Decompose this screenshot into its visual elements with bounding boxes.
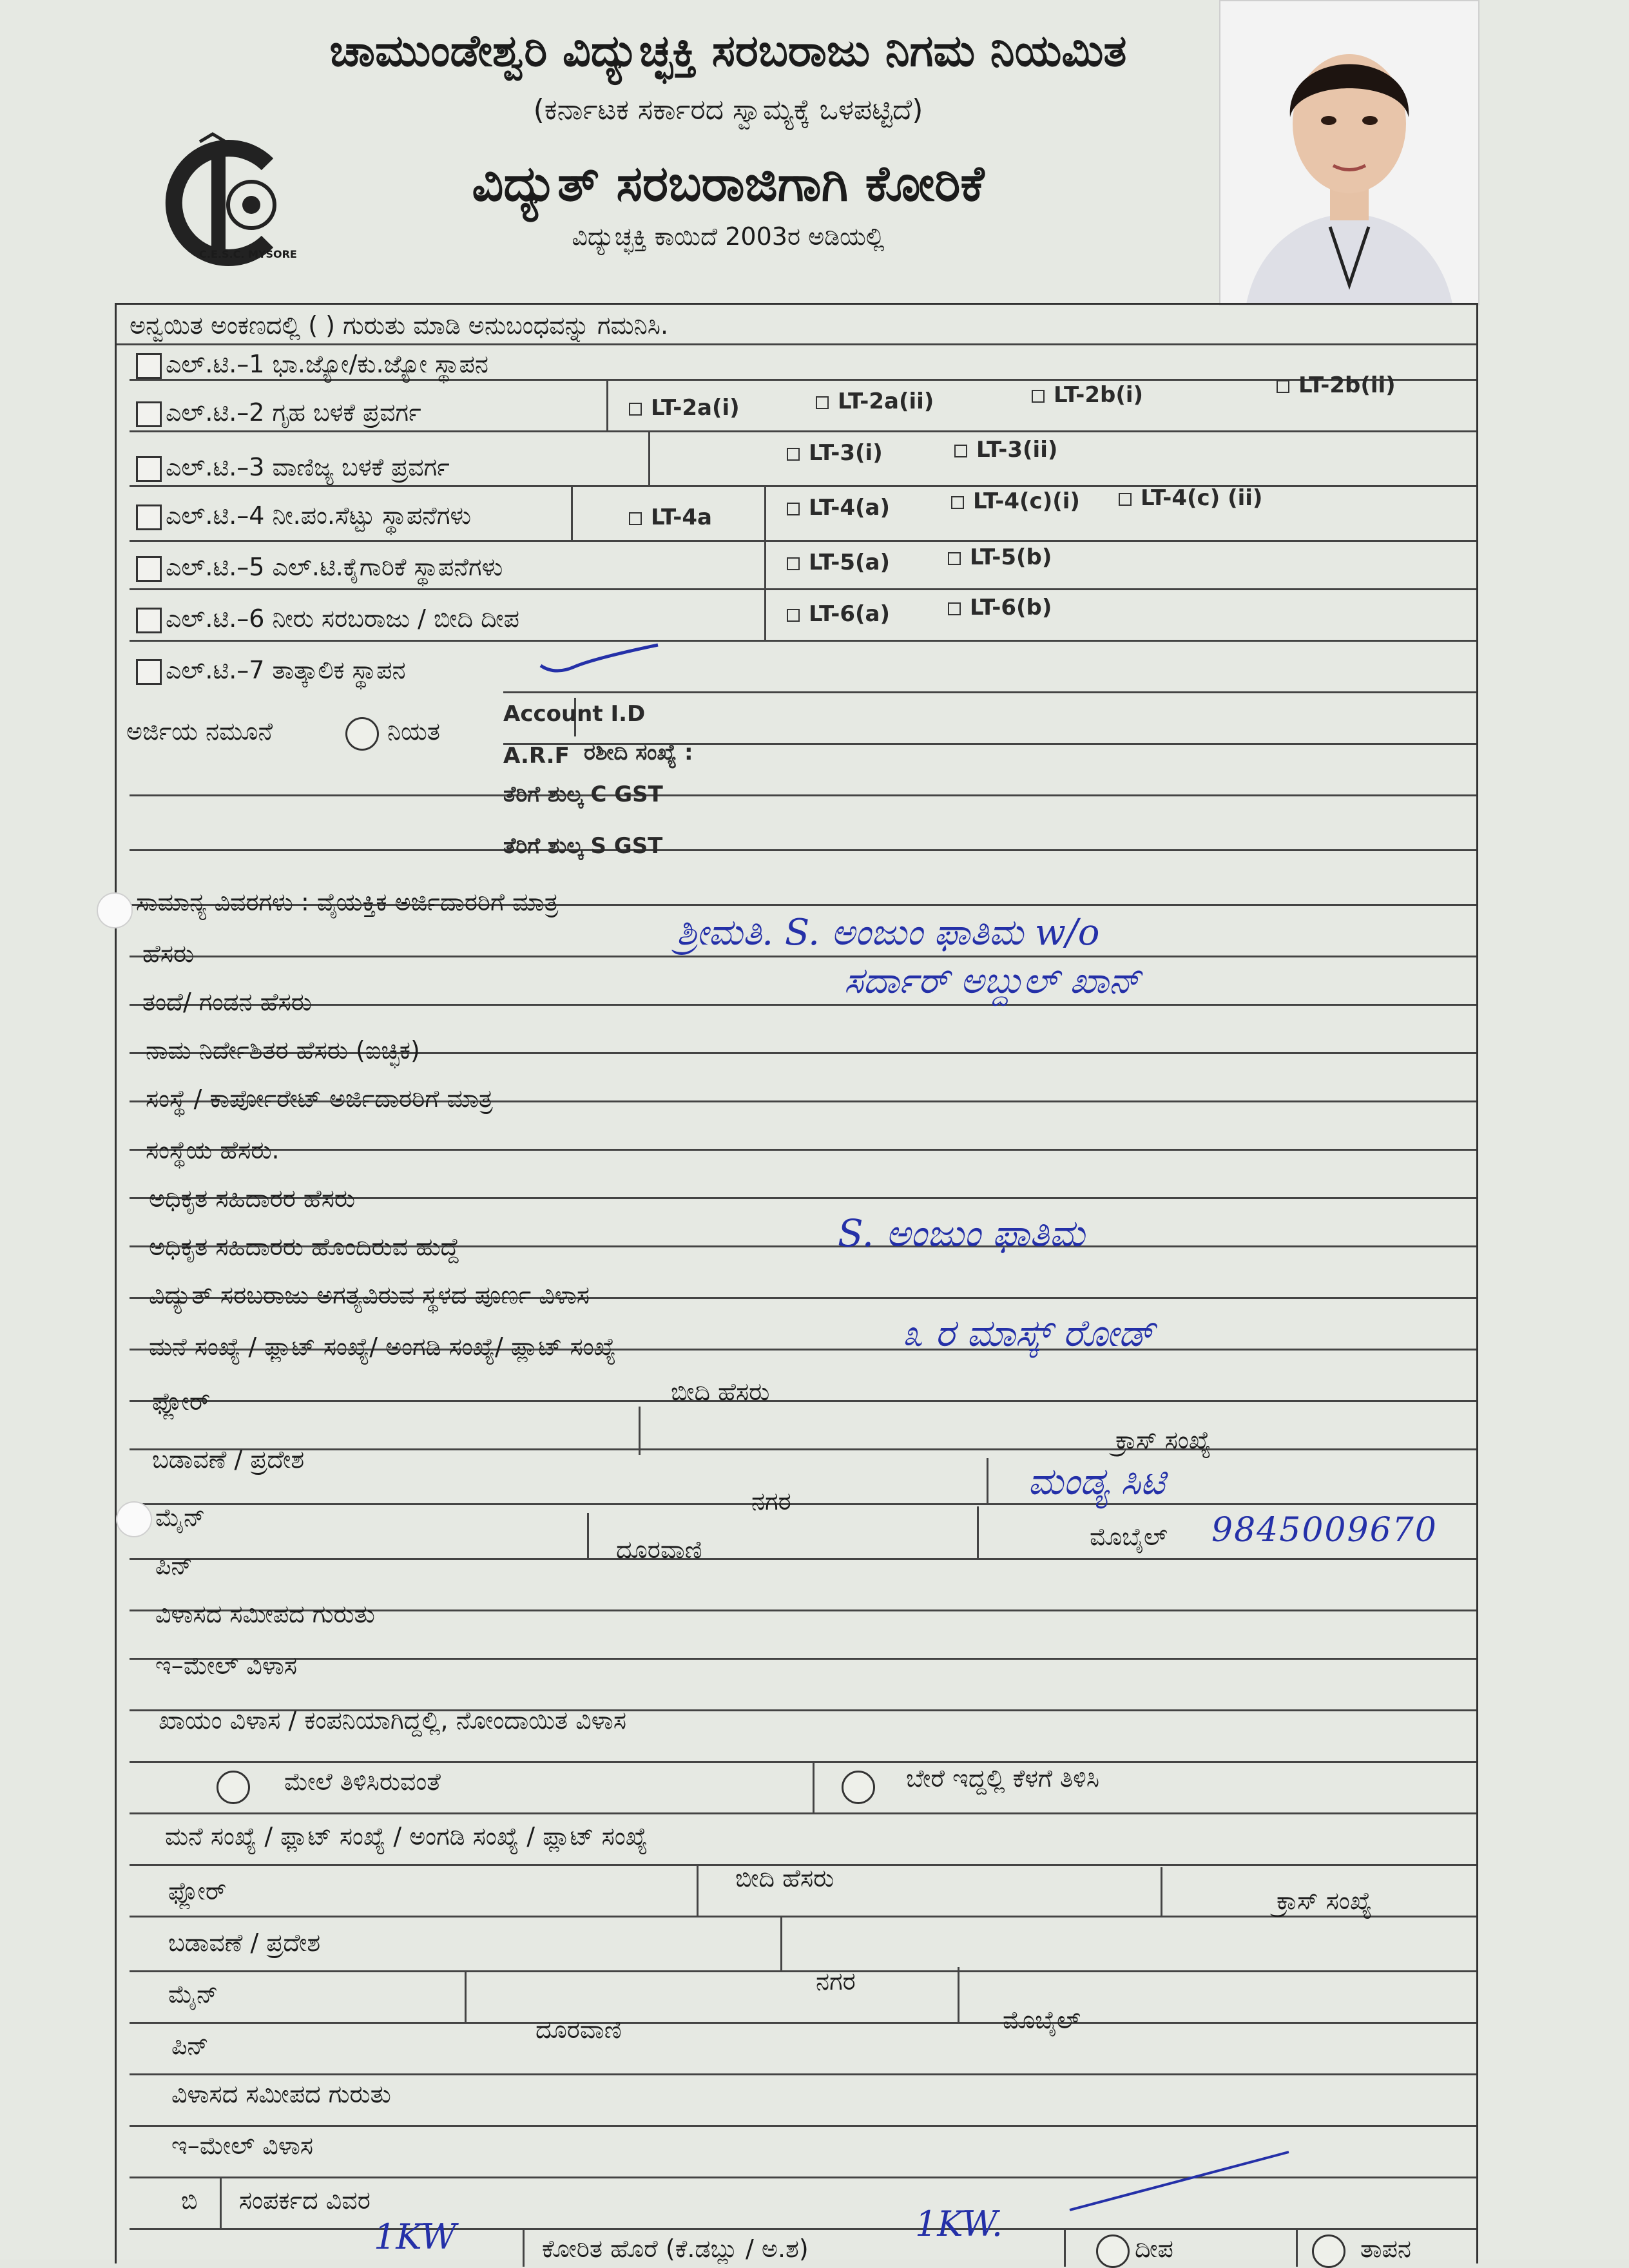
handwritten-house-number: ೩ ರ ಮಾಸ್ಕ್ ರೋಡ್ (902, 1311, 1155, 1355)
signatory-designation-label: ಅಧಿಕೃತ ಸಹಿದಾರರು ಹೊಂದಿರುವ ಹುದ್ದೆ (149, 1233, 460, 1261)
applicant-photo (1219, 0, 1480, 305)
cgst-label: ತೆರಿಗೆ ಶುಲ್ಕ C GST (503, 782, 663, 807)
heating-label: ತಾಪನ (1360, 2234, 1412, 2263)
option-lt5-a[interactable]: LT-5(a) (787, 550, 890, 575)
logo-text: C.E.S.C. MYSORE (199, 248, 297, 260)
landmark-label: ವಿಳಾಸದ ಸಮೀಪದ ಗುರುತು (155, 1600, 375, 1628)
radio-regular[interactable] (345, 717, 379, 751)
option-lt2b-i[interactable]: LT-2b(i) (1032, 382, 1143, 408)
checkbox-lt6[interactable] (136, 608, 162, 633)
tick-mark-icon (535, 640, 664, 678)
option-lt4a[interactable]: LT-4a (629, 505, 712, 530)
radio-other-address[interactable] (842, 1771, 875, 1804)
perm-city-label: ನಗರ (816, 1967, 856, 1995)
category-lt6[interactable]: ಎಲ್.ಟಿ.–6 ನೀರು ಸರಬರಾಜು / ಬೀದಿ ದೀಪ (136, 604, 519, 633)
option-lt6-b[interactable]: LT-6(b) (948, 595, 1052, 620)
perm-house-number-label: ಮನೆ ಸಂಖ್ಯೆ / ಫ್ಲಾಟ್ ಸಂಖ್ಯೆ / ಅಂಗಡಿ ಸಂಖ್ಯೆ / ಪ್ಲಾಟ್ ಸಂಖ್ಯೆ (165, 1822, 648, 1850)
general-section-title: ಸಾಮಾನ್ಯ ವಿವರಗಳು : ವೈಯಕ್ತಿಕ ಅರ್ಜಿದಾರರಿಗೆ ಮಾತ್ರ (136, 888, 559, 916)
handwritten-load-1: 1KW (374, 2216, 457, 2257)
other-address-label: ಬೇರೆ ಇದ್ದಲ್ಲಿ ಕೆಳಗೆ ತಿಳಿಸಿ (906, 1764, 1100, 1792)
perm-pin-label: ಪಿನ್ (171, 2032, 209, 2060)
permanent-address-title: ಖಾಯಂ ವಿಳಾಸ / ಕಂಪನಿಯಾಗಿದ್ದಲ್ಲಿ, ನೋಂದಾಯಿತ ವಿಳಾಸ (159, 1706, 626, 1735)
light-label: ದೀಪ (1135, 2234, 1173, 2263)
arf-label: A.R.F (503, 743, 570, 769)
requested-load-label: ಕೋರಿತ ಹೊರೆ (ಕೆ.ಡಬ್ಲು / ಅ.ಶ) (542, 2234, 809, 2263)
handwritten-city: ಮಂಡ್ಯ ಸಿಟಿ (1028, 1459, 1165, 1503)
phone-label: ದೂರವಾಣಿ (616, 1535, 702, 1564)
receipt-number-label: ರಶೀದಿ ಸಂಖ್ಯೆ : (584, 740, 693, 765)
option-lt2b-ii[interactable]: LT-2b(ii) (1277, 372, 1396, 398)
section-b-marker: ಬಿ (181, 2186, 198, 2215)
perm-phone-label: ದೂರವಾಣಿ (535, 2015, 622, 2044)
handwritten-mobile: 9845009670 (1211, 1511, 1438, 1550)
category-lt3[interactable]: ಎಲ್.ಟಿ.–3 ವಾಣಿಜ್ಯ ಬಳಕೆ ಪ್ರವರ್ಗ (136, 453, 450, 482)
connection-details-title: ಸಂಪರ್ಕದ ವಿವರ (239, 2186, 371, 2215)
cross-number-label: ಕ್ರಾಸ್ ಸಂಖ್ಯೆ (1115, 1426, 1211, 1454)
pin-label: ಪಿನ್ (155, 1552, 193, 1580)
checkbox-lt5[interactable] (136, 556, 162, 582)
area-label: ಬಡಾವಣೆ / ಪ್ರದೇಶ (152, 1445, 305, 1474)
perm-main-label: ಮೈನ್ (168, 1980, 218, 2008)
nominee-label: ನಾಮ ನಿರ್ದೇಶಿತರ ಹೆಸರು (ಐಚ್ಛಿಕ) (146, 1036, 420, 1064)
radio-heating[interactable] (1312, 2234, 1345, 2268)
option-lt6-a[interactable]: LT-6(a) (787, 601, 890, 627)
perm-email-label: ಇ–ಮೇಲ್ ವಿಳಾಸ (171, 2131, 314, 2160)
checkbox-lt1[interactable] (136, 353, 162, 379)
option-lt4-a[interactable]: LT-4(a) (787, 495, 890, 521)
org-name: ಚಾಮುಂಡೇಶ್ವರಿ ವಿದ್ಯುಚ್ಛಕ್ತಿ ಸರಬರಾಜು ನಿಗಮ ನಿಯಮಿತ (329, 26, 1127, 77)
option-lt3-i[interactable]: LT-3(i) (787, 440, 883, 466)
category-lt2[interactable]: ಎಲ್.ಟಿ.–2 ಗೃಹ ಬಳಕೆ ಪ್ರವರ್ಗ (136, 398, 421, 427)
application-form (115, 303, 1478, 2263)
checkbox-lt2[interactable] (136, 401, 162, 427)
main-label: ಮೈನ್ (155, 1503, 206, 1532)
signatory-name-label: ಅಧಿಕೃತ ಸಹಿದಾರರ ಹೆಸರು (149, 1184, 356, 1213)
checkbox-lt7[interactable] (136, 659, 162, 685)
corporate-label: ಸಂಸ್ಥೆ / ಕಾರ್ಪೋರೇಟ್ ಅರ್ಜಿದಾರರಿಗೆ ಮಾತ್ರ (146, 1084, 493, 1113)
handwritten-father-name: ಸರ್ದಾರ್ ಅಬ್ದುಲ್ ಖಾನ್ (844, 960, 1141, 1002)
perm-cross-label: ಕ್ರಾಸ್ ಸಂಖ್ಯೆ (1277, 1887, 1373, 1915)
category-lt7[interactable]: ಎಲ್.ಟಿ.–7 ತಾತ್ಕಾಲಿಕ ಸ್ಥಾಪನ (136, 656, 406, 685)
handwritten-name: ಶ್ರೀಮತಿ. S. ಅಂಜುಂ ಫಾತಿಮ w/o (677, 912, 1100, 954)
floor-label: ಫ್ಲೋರ್ (152, 1387, 211, 1416)
handwritten-designation: S. ಅಂಜುಂ ಫಾತಿಮ (838, 1211, 1085, 1255)
street-label: ಬೀದಿ ಹೆಸರು (671, 1378, 770, 1406)
house-number-label: ಮನೆ ಸಂಖ್ಯೆ / ಫ್ಲಾಟ್ ಸಂಖ್ಯೆ/ ಅಂಗಡಿ ಸಂಖ್ಯೆ/ ಪ್ಲಾಟ್ ಸಂಖ್ಯೆ (149, 1332, 616, 1361)
father-name-label: ತಂದೆ/ ಗಂಡನ ಹೆಸರು (142, 988, 312, 1016)
email-label: ಇ–ಮೇಲ್ ವಿಳಾಸ (155, 1651, 298, 1680)
checkbox-lt3[interactable] (136, 456, 162, 482)
account-id-label: Account I.D (503, 701, 646, 727)
handwritten-load-2: 1KW. (915, 2204, 1003, 2244)
supply-address-label: ವಿದ್ಯುತ್ ಸರಬರಾಜು ಅಗತ್ಯವಿರುವ ಸ್ಥಳದ ಪೂರ್ಣ ವಿಳಾಸ (149, 1281, 590, 1309)
application-type-label: ಅರ್ಜಿಯ ನಮೂನೆ (126, 717, 273, 745)
option-lt3-ii[interactable]: LT-3(ii) (954, 437, 1057, 463)
radio-same-as-above[interactable] (217, 1771, 250, 1804)
category-lt4[interactable]: ಎಲ್.ಟಿ.–4 ನೀ.ಪಂ.ಸೆಟ್ಟು ಸ್ಥಾಪನೆಗಳು (136, 501, 471, 530)
same-as-above-label: ಮೇಲೆ ತಿಳಿಸಿರುವಂತೆ (284, 1767, 441, 1796)
checkbox-lt4[interactable] (136, 505, 162, 530)
sgst-label: ತೆರಿಗೆ ಶುಲ್ಕ S GST (503, 833, 663, 859)
radio-light[interactable] (1096, 2234, 1130, 2268)
option-lt4c-i[interactable]: LT-4(c)(i) (951, 488, 1080, 514)
instruction-text: ಅನ್ವಯಿತ ಅಂಕಣದಲ್ಲಿ ( ) ಗುರುತು ಮಾಡಿ ಅನುಬಂಧವನ್ನು ಗಮನಿಸಿ. (130, 311, 669, 340)
perm-area-label: ಬಡಾವಣೆ / ಪ್ರದೇಶ (168, 1928, 321, 1957)
pen-stroke-icon (1063, 2146, 1295, 2216)
category-lt5[interactable]: ಎಲ್.ಟಿ.–5 ಎಲ್.ಟಿ.ಕೈಗಾರಿಕೆ ಸ್ಥಾಪನೆಗಳು (136, 553, 503, 582)
option-lt2a-i[interactable]: LT-2a(i) (629, 395, 740, 421)
organisation-name-label: ಸಂಸ್ಥೆಯ ಹೆಸರು. (146, 1136, 280, 1164)
perm-street-label: ಬೀದಿ ಹೆಸರು (735, 1864, 834, 1892)
option-lt5-b[interactable]: LT-5(b) (948, 544, 1052, 570)
perm-landmark-label: ವಿಳಾಸದ ಸಮೀಪದ ಗುರುತು (171, 2080, 391, 2108)
punch-hole (97, 892, 133, 928)
name-label: ಹೆಸರು (142, 939, 195, 968)
mobile-label: ಮೊಬೈಲ್ (1090, 1523, 1168, 1551)
city-label: ನಗರ (751, 1487, 791, 1515)
form-title: ವಿದ್ಯುತ್ ಸರಬರಾಜಿಗಾಗಿ ಕೋರಿಕೆ (472, 155, 985, 212)
perm-floor-label: ಫ್ಲೋರ್ (168, 1877, 227, 1905)
radio-regular-label: ನಿಯತ (387, 717, 440, 745)
org-subtitle: (ಕರ್ನಾಟಕ ಸರ್ಕಾರದ ಸ್ವಾಮ್ಯಕ್ಕೆ ಒಳಪಟ್ಟಿದೆ) (533, 93, 923, 126)
option-lt2a-ii[interactable]: LT-2a(ii) (816, 389, 934, 414)
punch-hole (116, 1501, 152, 1537)
perm-mobile-label: ಮೊಬೈಲ್ (1003, 2006, 1081, 2034)
category-lt1[interactable]: ಎಲ್.ಟಿ.–1 ಭಾ.ಜ್ಯೋ/ಕು.ಜ್ಯೋ ಸ್ಥಾಪನ (136, 350, 488, 379)
option-lt4c-ii[interactable]: LT-4(c) (ii) (1119, 485, 1262, 511)
act-line: ವಿದ್ಯುಚ್ಛಕ್ತಿ ಕಾಯಿದೆ 2003ರ ಅಡಿಯಲ್ಲಿ (572, 222, 885, 251)
